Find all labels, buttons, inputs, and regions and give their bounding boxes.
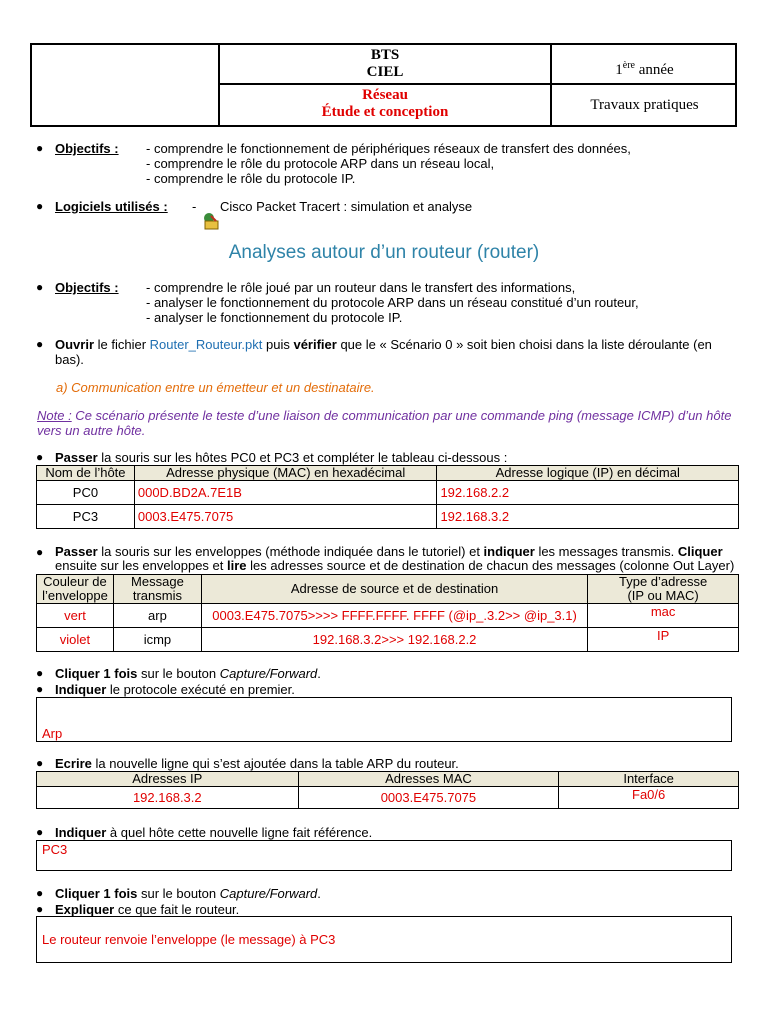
column-header: Nom de l’hôte	[37, 466, 135, 481]
column-header: Couleur de l’enveloppe	[37, 575, 114, 604]
bullet: ●	[36, 682, 44, 696]
bullet: ●	[36, 141, 44, 155]
table-row: vert arp 0003.E475.7075>>>> FFFF.FFFF. FFFF (@ip_.3.2>> @ip_3.1) mac	[37, 604, 739, 628]
table-row: PC0 000D.BD2A.7E1B 192.168.2.2	[37, 481, 739, 505]
bullet: ●	[36, 450, 44, 464]
step1-instruction: Cliquer 1 fois sur le bouton Capture/Forward.	[55, 666, 321, 681]
address-cell[interactable]: 192.168.3.2>>> 192.168.2.2	[201, 628, 587, 652]
hosts-instruction: Passer la souris sur les hôtes PC0 et PC3 et compléter le tableau ci-dessous :	[55, 450, 508, 465]
software-text: Cisco Packet Tracert : simulation et analyse	[220, 199, 473, 214]
answer-box-router[interactable]: Le routeur renvoie l’enveloppe (le message) à PC3	[36, 916, 732, 963]
mac-cell[interactable]: 000D.BD2A.7E1B	[134, 481, 437, 505]
mac-cell[interactable]: 0003.E475.7075	[134, 505, 437, 529]
column-header: Adresse physique (MAC) en hexadécimal	[134, 466, 437, 481]
hosts-table	[36, 465, 739, 529]
column-header: Adresses MAC	[298, 772, 559, 787]
bullet: ●	[36, 886, 44, 900]
arp-instruction: Ecrire la nouvelle ligne qui s’est ajoutée dans la table ARP du routeur.	[55, 756, 459, 771]
step1-question: Indiquer le protocole exécuté en premier.	[55, 682, 295, 697]
envelopes-instruction: Passer la souris sur les enveloppes (méthode indiquée dans le tutoriel) et indiquer les messages transmis. Cliquer ensuite sur les enveloppes et lire les adresses source et de destination de chacun des messages (colonne Out Layer)	[55, 544, 735, 573]
bullet: ●	[36, 825, 44, 839]
bullet: ●	[36, 545, 44, 559]
type-cell[interactable]: IP	[588, 628, 739, 652]
bullet: ●	[36, 756, 44, 770]
column-header: Interface	[559, 772, 739, 787]
step2-question: Expliquer ce que fait le routeur.	[55, 902, 240, 917]
interface-cell[interactable]: Fa0/6	[559, 787, 739, 809]
table-row	[37, 787, 739, 809]
column-header: Adresses IP	[37, 772, 299, 787]
objectives-list: - comprendre le fonctionnement de périphériques réseaux de transfert des données, - comprendre le rôle du protocole ARP dans un réseau local, - comprendre le rôle du protocole IP.	[146, 141, 631, 186]
open-file-instruction: Ouvrir le fichier Router_Routeur.pkt puis vérifier que le « Scénario 0 » soit bien choisi dans la liste déroulante (en bas).	[55, 337, 712, 367]
bullet: ●	[36, 666, 44, 680]
type-cell[interactable]: mac	[588, 604, 739, 628]
bullet: ●	[36, 337, 44, 351]
software-dash: -	[192, 199, 197, 214]
ip-cell[interactable]: 192.168.3.2	[37, 787, 299, 809]
subsection-a: a) Communication entre un émetteur et un destinataire.	[56, 380, 375, 395]
mac-cell[interactable]: 0003.E475.7075	[298, 787, 559, 809]
header-table	[30, 43, 737, 127]
column-header: Message transmis	[113, 575, 201, 604]
note: Note : Ce scénario présente le teste d’une liaison de communication par une commande ping (message ICMP) d’un hôte vers un autre hôte.	[37, 408, 732, 438]
hostref-question: Indiquer à quel hôte cette nouvelle ligne fait référence.	[55, 825, 373, 840]
envelopes-table	[36, 574, 739, 652]
header-bts: BTS CIEL	[366, 47, 404, 80]
column-header: Type d’adresse (IP ou MAC)	[588, 575, 739, 604]
answer-box-protocol[interactable]: Arp	[36, 697, 732, 742]
address-cell[interactable]: 0003.E475.7075>>>> FFFF.FFFF. FFFF (@ip_.3.2>> @ip_3.1)	[201, 604, 587, 628]
bullet: ●	[36, 902, 44, 916]
answer-box-host[interactable]: PC3	[36, 840, 732, 871]
objectives-label: Objectifs :	[55, 141, 119, 156]
objectives-list: - comprendre le rôle joué par un routeur dans le transfert des informations, - analyser le fonctionnement du protocole ARP dans un réseau constitué d’un routeur, - analyser le fonctionnement du protocole IP.	[146, 280, 639, 325]
packet-tracer-icon	[202, 212, 220, 230]
column-header: Adresse de source et de destination	[201, 575, 587, 604]
ip-cell[interactable]: 192.168.3.2	[437, 505, 739, 529]
table-row: PC3 0003.E475.7075 192.168.3.2	[37, 505, 739, 529]
step2-instruction: Cliquer 1 fois sur le bouton Capture/Forward.	[55, 886, 321, 901]
header-tp: Travaux pratiques	[590, 97, 699, 113]
file-link[interactable]: Router_Routeur.pkt	[149, 337, 263, 352]
header-year: 1ère année	[615, 60, 674, 78]
column-header: Adresse logique (IP) en décimal	[437, 466, 739, 481]
section-title: Analyses autour d’un routeur (router)	[228, 242, 540, 263]
table-row: violet icmp 192.168.3.2>>> 192.168.2.2 IP	[37, 628, 739, 652]
arp-table	[36, 771, 739, 809]
header-subject: Réseau Étude et conception	[321, 87, 449, 120]
bullet: ●	[36, 199, 44, 213]
bullet: ●	[36, 280, 44, 294]
ip-cell[interactable]: 192.168.2.2	[437, 481, 739, 505]
objectives-label: Objectifs :	[55, 280, 119, 295]
software-label: Logiciels utilisés :	[55, 199, 168, 214]
